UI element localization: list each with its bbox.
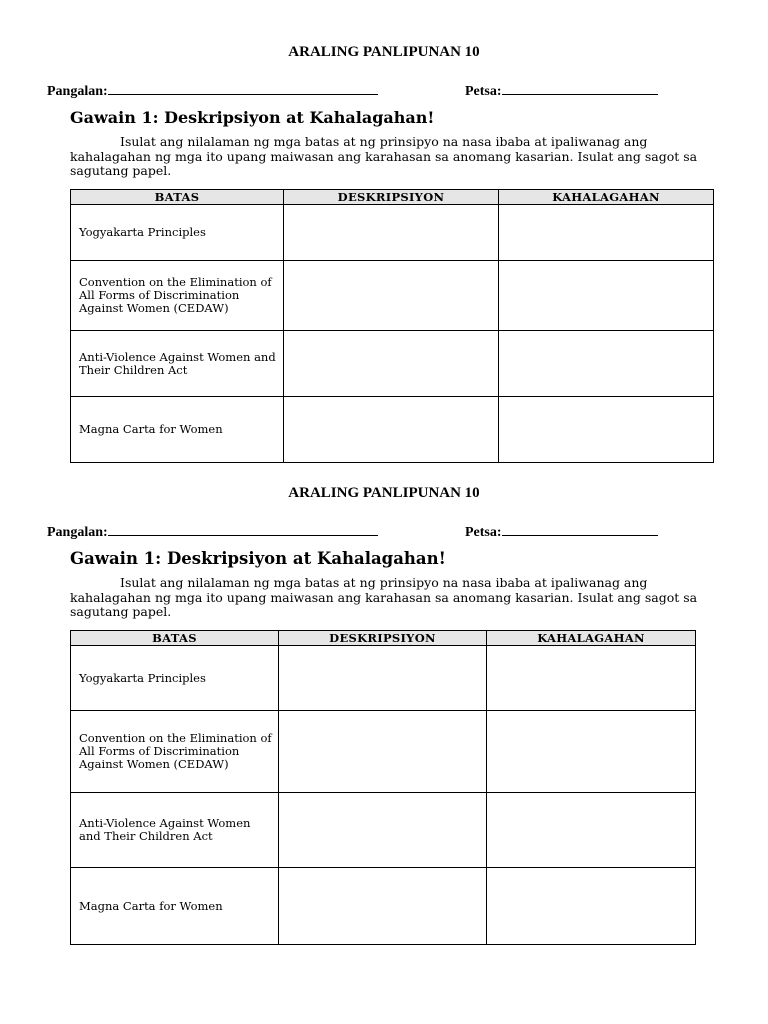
table-row [71, 261, 714, 331]
table-row [71, 646, 696, 711]
date-line [465, 523, 658, 541]
row-law-label: Convention on the Elimination of All Forms of Discrimination Against Women (CEDAW) [71, 711, 279, 793]
instructions-text: Isulat ang nilalaman ng mga batas at ng prinsipyo na nasa ibaba at ipaliwanag ang kahalagahan ng mga ito upang maiwasan ang karahasan sa anomang kasarian. Isulat ang sagot sa sagutang papel. [70, 575, 698, 619]
name-line [47, 82, 378, 100]
description-cell[interactable] [279, 646, 487, 711]
row-law-label: Convention on the Elimination of All Forms of Discrimination Against Women (CEDAW) [71, 261, 284, 331]
table-row [71, 868, 696, 945]
description-cell[interactable] [279, 793, 487, 868]
instructions [70, 576, 730, 620]
column-header-batas: BATAS [71, 631, 279, 646]
activity-title: Gawain 1: Deskripsiyon at Kahalagahan! [70, 108, 435, 127]
activity-title: Gawain 1: Deskripsiyon at Kahalagahan! [70, 549, 446, 568]
importance-cell[interactable] [499, 331, 714, 397]
row-law-label: Magna Carta for Women [71, 868, 279, 945]
table-header-row [71, 631, 696, 646]
importance-cell[interactable] [499, 397, 714, 463]
name-blank[interactable] [108, 523, 378, 536]
laws-table [70, 630, 696, 945]
row-law-label: Yogyakarta Principles [71, 646, 279, 711]
column-header-kahalagahan: KAHALAGAHAN [499, 190, 714, 205]
table-row [71, 397, 714, 463]
importance-cell[interactable] [499, 205, 714, 261]
table-row [71, 205, 714, 261]
name-label: Pangalan: [47, 84, 108, 99]
column-header-batas: BATAS [71, 190, 284, 205]
row-law-label: Magna Carta for Women [71, 397, 284, 463]
instructions [70, 135, 730, 179]
date-label: Petsa: [465, 84, 502, 99]
column-header-deskripsiyon: DESKRIPSIYON [284, 190, 499, 205]
worksheet-title: ARALING PANLIPUNAN 10 [288, 44, 480, 60]
table-header-row [71, 190, 714, 205]
row-law-label: Anti-Violence Against Women and Their Children Act [71, 793, 279, 868]
column-header-deskripsiyon: DESKRIPSIYON [279, 631, 487, 646]
description-cell[interactable] [284, 397, 499, 463]
date-line [465, 82, 658, 100]
name-blank[interactable] [108, 82, 378, 95]
table-row [71, 331, 714, 397]
laws-table [70, 189, 714, 463]
date-blank[interactable] [502, 523, 658, 536]
row-law-label: Anti-Violence Against Women and Their Children Act [71, 331, 284, 397]
description-cell[interactable] [284, 331, 499, 397]
description-cell[interactable] [279, 868, 487, 945]
importance-cell[interactable] [487, 646, 696, 711]
column-header-kahalagahan: KAHALAGAHAN [487, 631, 696, 646]
description-cell[interactable] [284, 261, 499, 331]
table-row [71, 793, 696, 868]
name-line [47, 523, 378, 541]
worksheet-title: ARALING PANLIPUNAN 10 [288, 485, 480, 501]
table-row [71, 711, 696, 793]
description-cell[interactable] [284, 205, 499, 261]
importance-cell[interactable] [487, 711, 696, 793]
importance-cell[interactable] [499, 261, 714, 331]
date-label: Petsa: [465, 525, 502, 540]
date-blank[interactable] [502, 82, 658, 95]
description-cell[interactable] [279, 711, 487, 793]
importance-cell[interactable] [487, 793, 696, 868]
instructions-text: Isulat ang nilalaman ng mga batas at ng prinsipyo na nasa ibaba at ipaliwanag ang kahalagahan ng mga ito upang maiwasan ang karahasan sa anomang kasarian. Isulat ang sagot sa sagutang papel. [70, 134, 698, 178]
name-label: Pangalan: [47, 525, 108, 540]
row-law-label: Yogyakarta Principles [71, 205, 284, 261]
importance-cell[interactable] [487, 868, 696, 945]
